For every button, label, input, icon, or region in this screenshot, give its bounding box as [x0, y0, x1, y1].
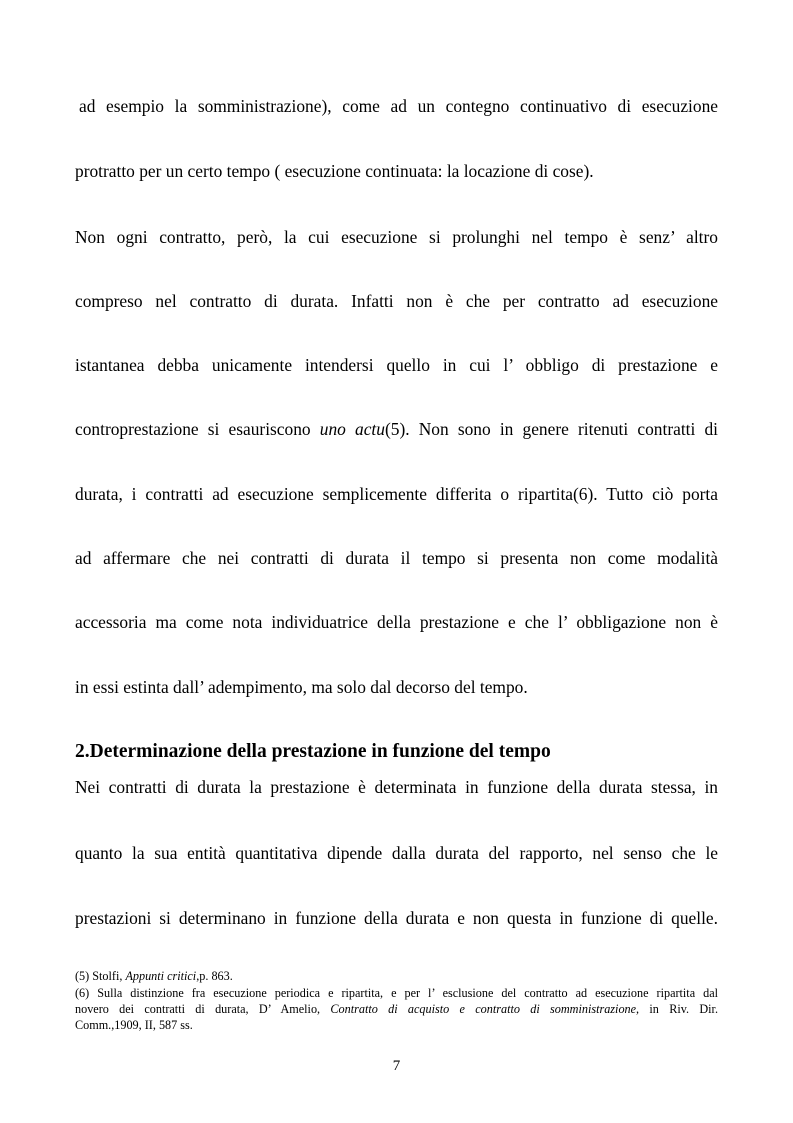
paragraph-2-line-3: istantanea debba unicamente intendersi quello in cui l’ obbligo di prestazione e [75, 355, 718, 375]
footnote-6-line-2-text-a: novero dei contratti di durata, D’ Amelio, [75, 1002, 331, 1016]
footnote-5-text-b: ,p. 863. [196, 969, 233, 983]
footnote-6-line-3: Comm.,1909, II, 587 ss. [75, 1018, 193, 1032]
paragraph-1-line-2: protratto per un certo tempo ( esecuzione continuata: la locazione di cose). [75, 161, 594, 181]
footnote-6-line-1: (6) Sulla distinzione fra esecuzione periodica e ripartita, e per l’ esclusione del contratto ad esecuzione ripartita dal [75, 986, 718, 1000]
footnote-5-title: Appunti critici [125, 969, 197, 983]
section-line-2: quanto la sua entità quantitativa dipende dalla durata del rapporto, nel senso che le [75, 843, 718, 863]
paragraph-2-line-4-text-a: controprestazione si esauriscono [75, 419, 320, 439]
page-number: 7 [392, 1058, 401, 1074]
footnote-6-line-2-text-b: in Riv. Dir. [639, 1002, 718, 1016]
paragraph-2-line-4-text-b: (5). Non sono in genere ritenuti contratti di [384, 419, 718, 439]
footnote-separator [75, 962, 235, 963]
footnote-6-line-2 [75, 1002, 718, 1017]
footnote-5 [75, 969, 718, 984]
section-line-1: Nei contratti di durata la prestazione è determinata in funzione della durata stessa, in [75, 777, 718, 797]
paragraph-2-line-8: in essi estinta dall’ adempimento, ma solo dal decorso del tempo. [75, 677, 528, 697]
section-line-3: prestazioni si determinano in funzione della durata e non questa in funzione di quelle. [75, 908, 718, 928]
section-heading: 2.Determinazione della prestazione in funzione del tempo [75, 741, 551, 762]
paragraph-1-line-1: ad esempio la somministrazione), come ad un contegno continuativo di esecuzione [79, 96, 718, 116]
paragraph-2-line-2: compreso nel contratto di durata. Infatti non è che per contratto ad esecuzione [75, 291, 718, 311]
paragraph-2-line-7: accessoria ma come nota individuatrice della prestazione e che l’ obbligazione non è [75, 612, 718, 632]
footnote-6-title: Contratto di acquisto e contratto di somministrazione, [330, 1002, 640, 1016]
paragraph-2-line-5: durata, i contratti ad esecuzione semplicemente differita o ripartita(6). Tutto ciò porta [75, 484, 718, 504]
footnote-5-text-a: (5) Stolfi, [75, 969, 126, 983]
paragraph-2-line-4 [75, 418, 718, 440]
paragraph-2-line-6: ad affermare che nei contratti di durata il tempo si presenta non come modalità [75, 548, 718, 568]
latin-phrase: uno actu [319, 419, 385, 439]
paragraph-2-line-1: Non ogni contratto, però, la cui esecuzione si prolunghi nel tempo è senz’ altro [75, 227, 718, 247]
